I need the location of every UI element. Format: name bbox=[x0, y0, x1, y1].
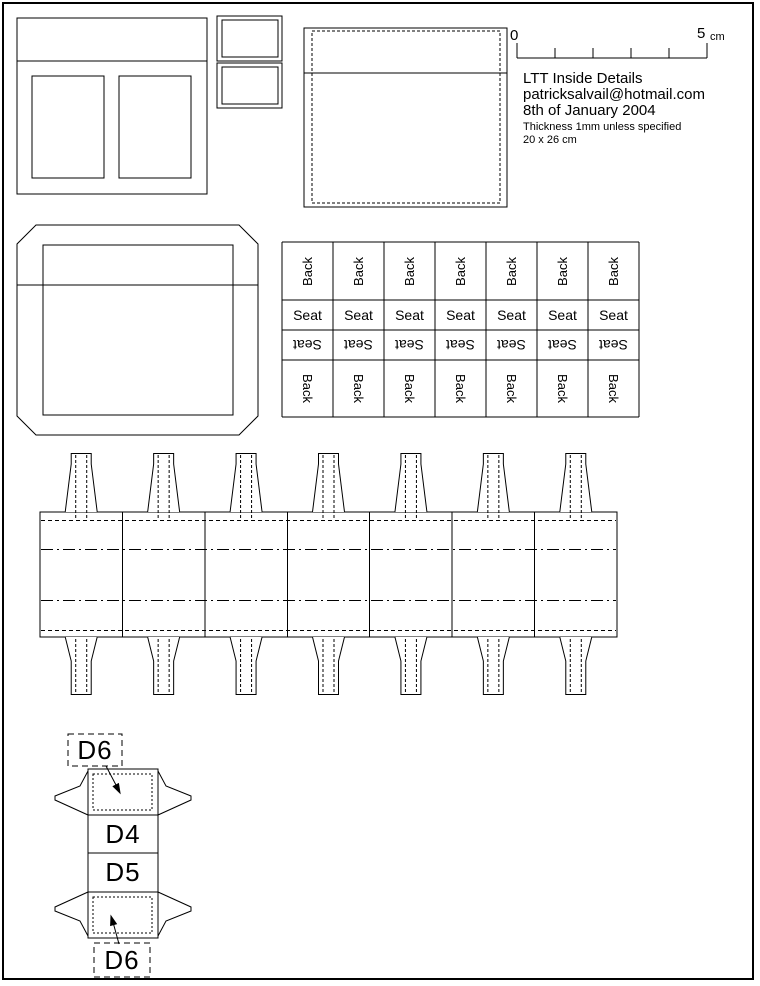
strip-bottom-tab bbox=[230, 637, 262, 695]
note-sheet-size: 20 x 26 cm bbox=[523, 134, 577, 146]
drawing-title: LTT Inside Details bbox=[523, 70, 643, 87]
strip-bottom-tab bbox=[148, 637, 180, 695]
seat-grid-cell: Back bbox=[606, 374, 621, 403]
seat-grid-cell: Seat bbox=[446, 307, 475, 323]
tabbed-strip bbox=[40, 454, 617, 695]
flap-direction-arrow-top bbox=[106, 766, 120, 793]
seat-grid-cell: Seat bbox=[344, 307, 373, 323]
bottom-flap-label: D6 bbox=[104, 944, 140, 975]
seat-grid-cell: Back bbox=[555, 374, 570, 403]
strip-top-tab bbox=[65, 454, 97, 513]
strip-bottom-tab bbox=[395, 637, 427, 695]
seat-grid-cell: Back bbox=[402, 374, 417, 403]
strip-top-tab bbox=[477, 454, 509, 513]
strip-bottom-tab bbox=[477, 637, 509, 695]
small-window-boxes bbox=[217, 16, 282, 108]
seat-grid-cell: Seat bbox=[395, 307, 424, 323]
seat-grid-cell: Back bbox=[453, 256, 468, 286]
wing-flap-bottom-left bbox=[55, 892, 88, 936]
wing-flap-bottom-right bbox=[158, 892, 191, 936]
flap-direction-arrow-bottom bbox=[111, 916, 119, 944]
seat-grid-cell: Seat bbox=[344, 337, 373, 353]
scale-unit-label: cm bbox=[710, 31, 725, 43]
seat-grid-cell: Seat bbox=[395, 337, 424, 353]
author-email: patricksalvail@hotmail.com bbox=[523, 86, 705, 103]
drawing-date: 8th of January 2004 bbox=[523, 102, 656, 119]
strip-top-tab bbox=[313, 454, 345, 513]
scale-zero-label: 0 bbox=[510, 27, 519, 44]
glue-area-bottom bbox=[93, 897, 152, 933]
seat-grid-cell: Seat bbox=[293, 307, 322, 323]
scale-max-label: 5 bbox=[697, 25, 706, 42]
note-thickness: Thickness 1mm unless specified bbox=[523, 121, 682, 133]
seat-grid-cell: Seat bbox=[497, 307, 526, 323]
wing-flap-top-left bbox=[55, 771, 88, 815]
scale-bar-ruler bbox=[517, 43, 707, 58]
seat-grid-cell: Back bbox=[504, 256, 519, 286]
top-flap-label: D6 bbox=[77, 734, 113, 765]
glue-area-top bbox=[93, 774, 152, 810]
strip-bottom-tab bbox=[65, 637, 97, 695]
seat-grid-cell: Back bbox=[453, 374, 468, 403]
seat-grid-cell: Back bbox=[504, 374, 519, 403]
seat-grid-cell: Seat bbox=[548, 307, 577, 323]
strip-bottom-tab bbox=[313, 637, 345, 695]
seat-grid-cell: Back bbox=[402, 256, 417, 286]
lid-panel-outline bbox=[304, 28, 507, 207]
seat-grid-cell: Seat bbox=[599, 337, 628, 353]
seat-grid-cell: Seat bbox=[446, 337, 475, 353]
seat-grid-cell: Back bbox=[300, 374, 315, 403]
seat-grid-cell: Seat bbox=[599, 307, 628, 323]
seat-grid-cell: Back bbox=[606, 256, 621, 286]
seat-grid-cell: Seat bbox=[548, 337, 577, 353]
seat-grid-cell: Back bbox=[300, 256, 315, 286]
strip-top-tab bbox=[560, 454, 592, 513]
strip-top-tab bbox=[148, 454, 180, 513]
seat-grid-cell: Back bbox=[351, 256, 366, 286]
strip-top-tab bbox=[395, 454, 427, 513]
strip-top-tab bbox=[230, 454, 262, 513]
seat-grid-cell: Back bbox=[351, 374, 366, 403]
wall-panel-outline bbox=[17, 18, 207, 194]
seat-grid-cell: Seat bbox=[497, 337, 526, 353]
seat-grid-cell: Seat bbox=[293, 337, 322, 353]
strip-bottom-tab bbox=[560, 637, 592, 695]
seat-grid-cell: Back bbox=[555, 256, 570, 286]
wing-flap-top-right bbox=[158, 771, 191, 815]
base-tray-outline bbox=[17, 225, 258, 435]
lower-face-label: D5 bbox=[105, 857, 141, 887]
upper-face-label: D4 bbox=[105, 818, 141, 849]
